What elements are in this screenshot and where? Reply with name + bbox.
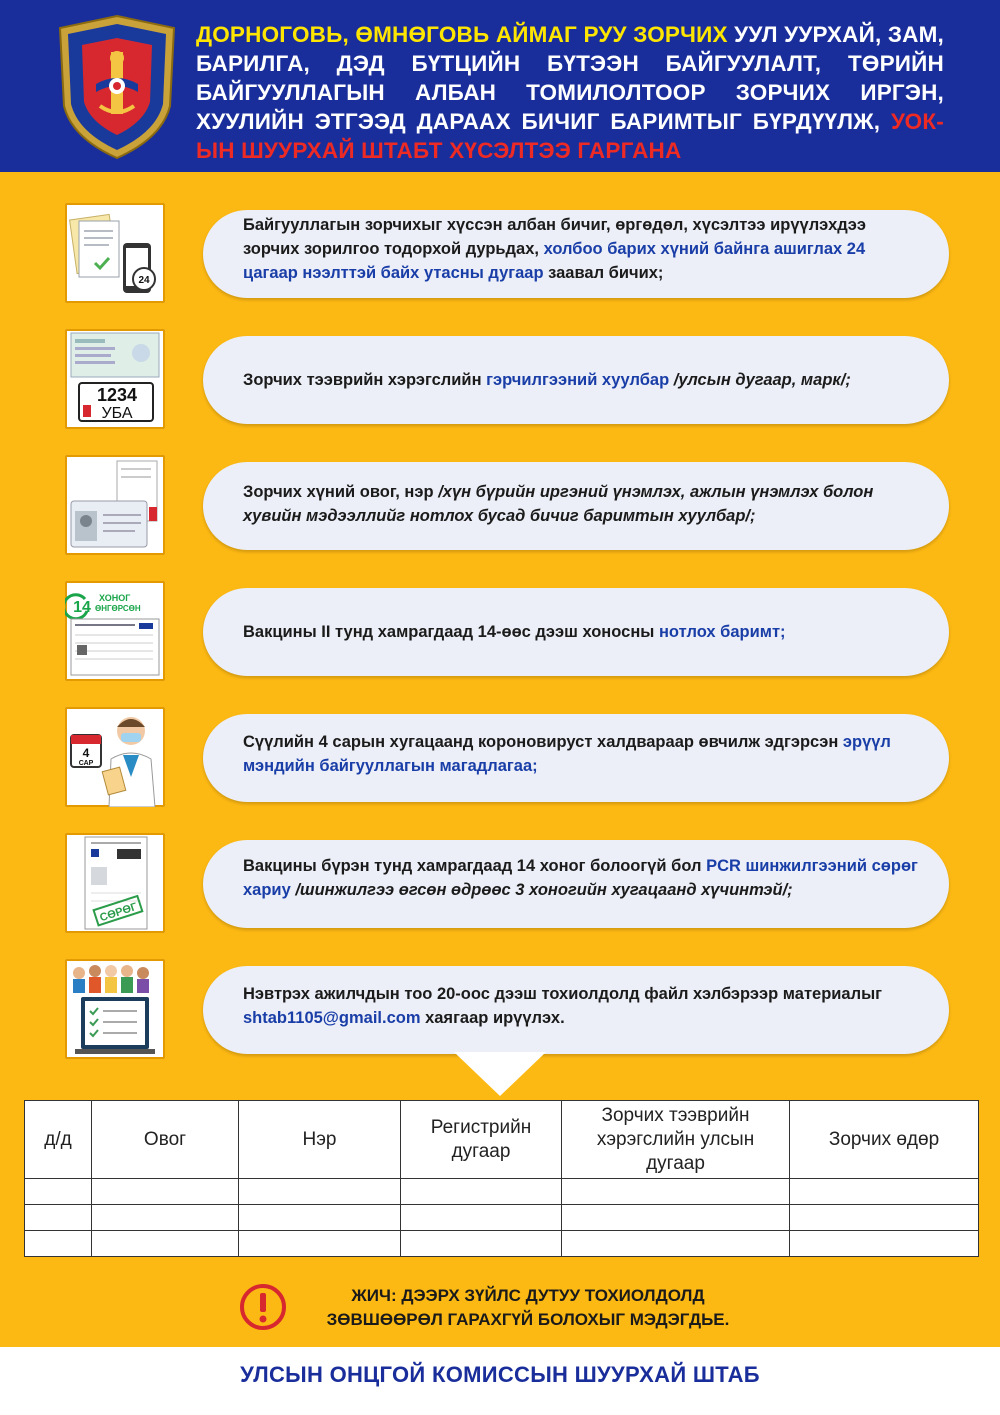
stamp-text: СӨРӨГ — [98, 900, 139, 925]
step-text: Нэвтрэх ажилчдын тоо 20-оос дээш тохиолдолд файл хэлбэрээр материалыг shtab1105@gmail.com хаягаар ирүүлэх. — [243, 985, 883, 1027]
pcr-test-result-icon — [62, 830, 168, 936]
note-line-2: ЗӨВШӨӨРӨЛ ГАРАХГҮЙ БОЛОХЫГ МЭДЭГДЬЕ. — [326, 1310, 730, 1329]
step-text: Вакцины II тунд хамрагдаад 14-өөс дээш хоносны нотлох баримт; — [243, 623, 786, 641]
table-row — [25, 1231, 979, 1257]
table-row — [25, 1205, 979, 1231]
vaccine-certificate-icon — [62, 578, 168, 684]
down-arrow-icon — [454, 1052, 546, 1098]
step-text: Сүүлийн 4 сарын хугацаанд короновируст халдвараар өвчилж эдгэрсэн эрүүл мэндийн байгууллагын магадлагаа; — [243, 733, 891, 775]
email-link[interactable]: shtab1105@gmail.com — [243, 1009, 421, 1027]
step-text: Зорчих тээврийн хэрэгслийн гэрчилгээний хуулбар /улсын дугаар, марк/; — [243, 371, 851, 389]
warning-exclamation-icon — [239, 1283, 287, 1331]
column-header-index: д/д — [25, 1101, 92, 1179]
header-highlight-yellow: ДОРНОГОВЬ, ӨМНӨГОВЬ АЙМАГ РУУ ЗОРЧИХ — [196, 22, 728, 47]
table-header-row — [25, 1101, 979, 1179]
header-highlight-red: УОК-ЫН ШУУРХАЙ ШТАБТ ХҮСЭЛТЭЭ ГАРГАНА — [196, 109, 944, 163]
table-row — [25, 1179, 979, 1205]
vehicle-certificate-icon — [62, 326, 168, 432]
header-banner — [0, 0, 1000, 172]
document-phone-icon — [62, 200, 168, 306]
workers-checklist-icon — [62, 956, 168, 1062]
id-card-icon — [62, 452, 168, 558]
step-item-4 — [0, 578, 1000, 688]
column-header-vehicle-plate: Зорчих тээврийн хэрэгслийн улсын дугаар — [562, 1101, 790, 1179]
step-text: Байгууллагын зорчихыг хүссэн албан бичиг, өргөдөл, хүсэлтээ ирүүлэхдээ зорчих зорилгоо тодорхой дурьдах, холбоо барих хүний байнга ашиглах 24 цагаар нээлттэй байх утасны дугаар заавал бичих; — [243, 216, 866, 282]
column-header-name: Нэр — [239, 1101, 401, 1179]
step-text: Вакцины бүрэн тунд хамрагдаад 14 хоног болоогүй бол PCR шинжилгээний сөрөг хариу /шинжилгээ өгсөн өдрөөс 3 хоногийн хугацаанд хүчинтэй/; — [243, 857, 918, 899]
traveler-table-container — [24, 1100, 978, 1257]
icon-text-24: 24 — [138, 275, 150, 286]
column-header-surname: Овог — [92, 1101, 239, 1179]
days-number: 14 — [73, 599, 91, 616]
step-item-3 — [0, 452, 1000, 562]
step-item-7 — [0, 956, 1000, 1066]
commission-emblem-logo — [56, 14, 178, 160]
column-header-travel-date: Зорчих өдөр — [790, 1101, 979, 1179]
column-header-register: Регистрийн дугаар — [401, 1101, 562, 1179]
header-title — [196, 20, 944, 165]
header-main-text: УУЛ УУРХАЙ, ЗАМ, БАРИЛГА, ДЭД БҮТЦИЙН БҮТЭЭН БАЙГУУЛАЛТ, ТӨРИЙН БАЙГУУЛЛАГЫН АЛБАН ТОМИЛОЛТООР ЗОРЧИХ ИРГЭН, ХУУЛИЙН ЭТГЭЭД ДАРААХ БИЧИГ БАРИМТЫГ БҮРДҮҮЛЖ, — [196, 22, 944, 134]
step-item-6 — [0, 830, 1000, 940]
calendar-number: 4 — [82, 746, 90, 760]
footer-title: УЛСЫН ОНЦГОЙ КОМИССЫН ШУУРХАЙ ШТАБ — [240, 1362, 760, 1387]
traveler-table — [24, 1100, 979, 1257]
step-item-2 — [0, 326, 1000, 436]
step-text: Зорчих хүний овог, нэр /хүн бүрийн иргэний үнэмлэх, ажлын үнэмлэх болон хувийн мэдээллийг нотлох бусад бичиг баримтын хуулбар/; — [243, 483, 874, 525]
calendar-label: САР — [78, 760, 94, 767]
plate-letters: УБА — [101, 405, 133, 422]
note-line-1: ЖИЧ: ДЭЭРХ ЗҮЙЛС ДУТУУ ТОХИОЛДОЛД — [351, 1286, 705, 1305]
plate-number: 1234 — [96, 385, 138, 405]
days-label-2: ӨНГӨРСӨН — [95, 604, 141, 613]
step-item-1 — [0, 200, 1000, 310]
days-label-1: ХОНОГ — [99, 593, 131, 603]
note-text — [298, 1284, 758, 1332]
doctor-calendar-icon — [62, 704, 168, 810]
step-item-5 — [0, 704, 1000, 814]
